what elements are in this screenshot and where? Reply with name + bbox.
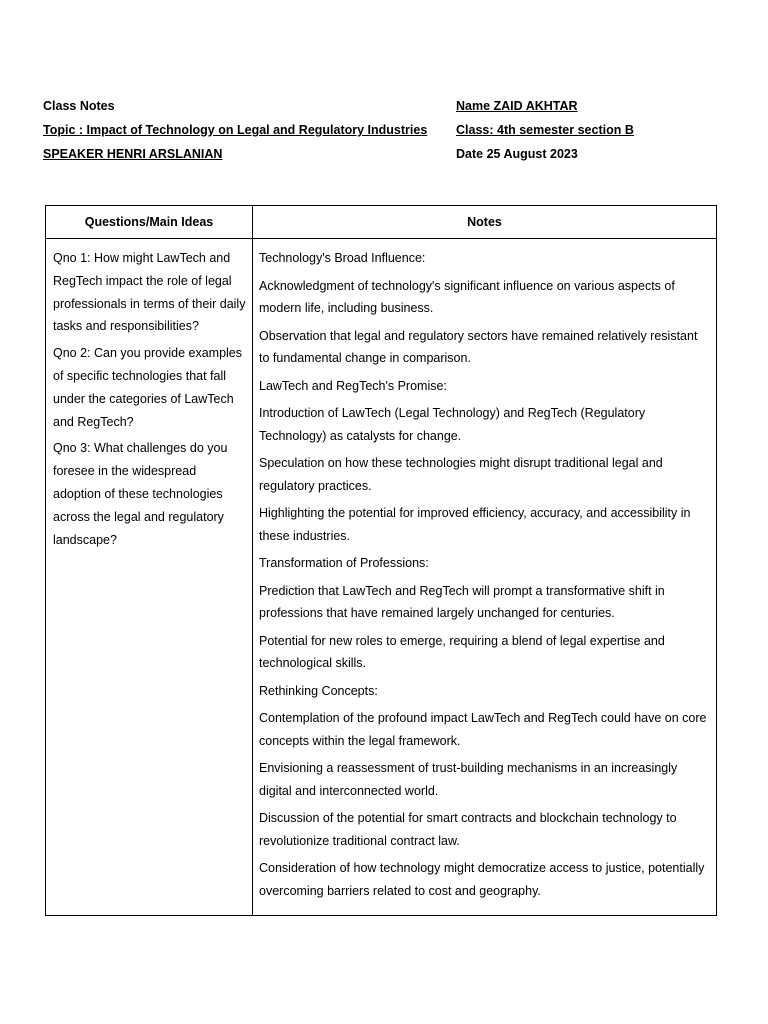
note-item: Prediction that LawTech and RegTech will prompt a transformative shift in professions that have remained largely unchanged for centuries. [259, 583, 665, 620]
note-item: Potential for new roles to emerge, requiring a blend of legal expertise and technological skills. [259, 633, 665, 670]
date-line: Date 25 August 2023 [456, 147, 578, 161]
note-item: Speculation on how these technologies might disrupt traditional legal and regulatory practices. [259, 456, 663, 493]
note-item: Observation that legal and regulatory sectors have remained relatively resistant to fundamental change in comparison. [259, 328, 698, 365]
notes-cell [253, 239, 717, 916]
note-heading-promise: LawTech and RegTech's Promise: [259, 378, 447, 393]
question-2: Qno 2: Can you provide examples of specific technologies that fall under the categories of LawTech and RegTech? [53, 346, 242, 429]
class-notes-title: Class Notes [43, 99, 115, 113]
note-heading-transformation: Transformation of Professions: [259, 556, 429, 570]
note-item: Consideration of how technology might democratize access to justice, potentially overcoming barriers related to cost and geography. [259, 861, 705, 898]
questions-cell [46, 239, 253, 916]
cornell-notes-table [45, 205, 717, 916]
note-item: Contemplation of the profound impact LawTech and RegTech could have on core concepts within the legal framework. [259, 711, 707, 748]
note-item: Envisioning a reassessment of trust-building mechanisms in an increasingly digital and interconnected world. [259, 761, 678, 798]
questions-column-header: Questions/Main Ideas [46, 206, 253, 239]
note-heading-rethinking: Rethinking Concepts: [259, 683, 378, 698]
question-3: Qno 3: What challenges do you foresee in the widespread adoption of these technologies across the legal and regulatory landscape? [53, 441, 228, 547]
table-row [46, 239, 717, 916]
note-item: Discussion of the potential for smart contracts and blockchain technology to revolutionize traditional contract law. [259, 811, 677, 848]
note-item: Highlighting the potential for improved efficiency, accuracy, and accessibility in these industries. [259, 506, 691, 543]
speaker-line: SPEAKER HENRI ARSLANIAN [43, 147, 223, 161]
student-name: Name ZAID AKHTAR [456, 99, 578, 113]
note-item: Introduction of LawTech (Legal Technology) and RegTech (Regulatory Technology) as catalysts for change. [259, 406, 646, 443]
notes-column-header: Notes [253, 206, 717, 239]
topic-line: Topic : Impact of Technology on Legal and Regulatory Industries [43, 123, 428, 137]
class-info: Class: 4th semester section B [456, 123, 634, 137]
note-item: Acknowledgment of technology's significant influence on various aspects of modern life, including business. [259, 278, 675, 315]
note-heading-broad-influence: Technology's Broad Influence: [259, 251, 426, 265]
table-header-row [46, 206, 717, 239]
question-1: Qno 1: How might LawTech and RegTech impact the role of legal professionals in terms of their daily tasks and responsibilities? [53, 251, 246, 334]
